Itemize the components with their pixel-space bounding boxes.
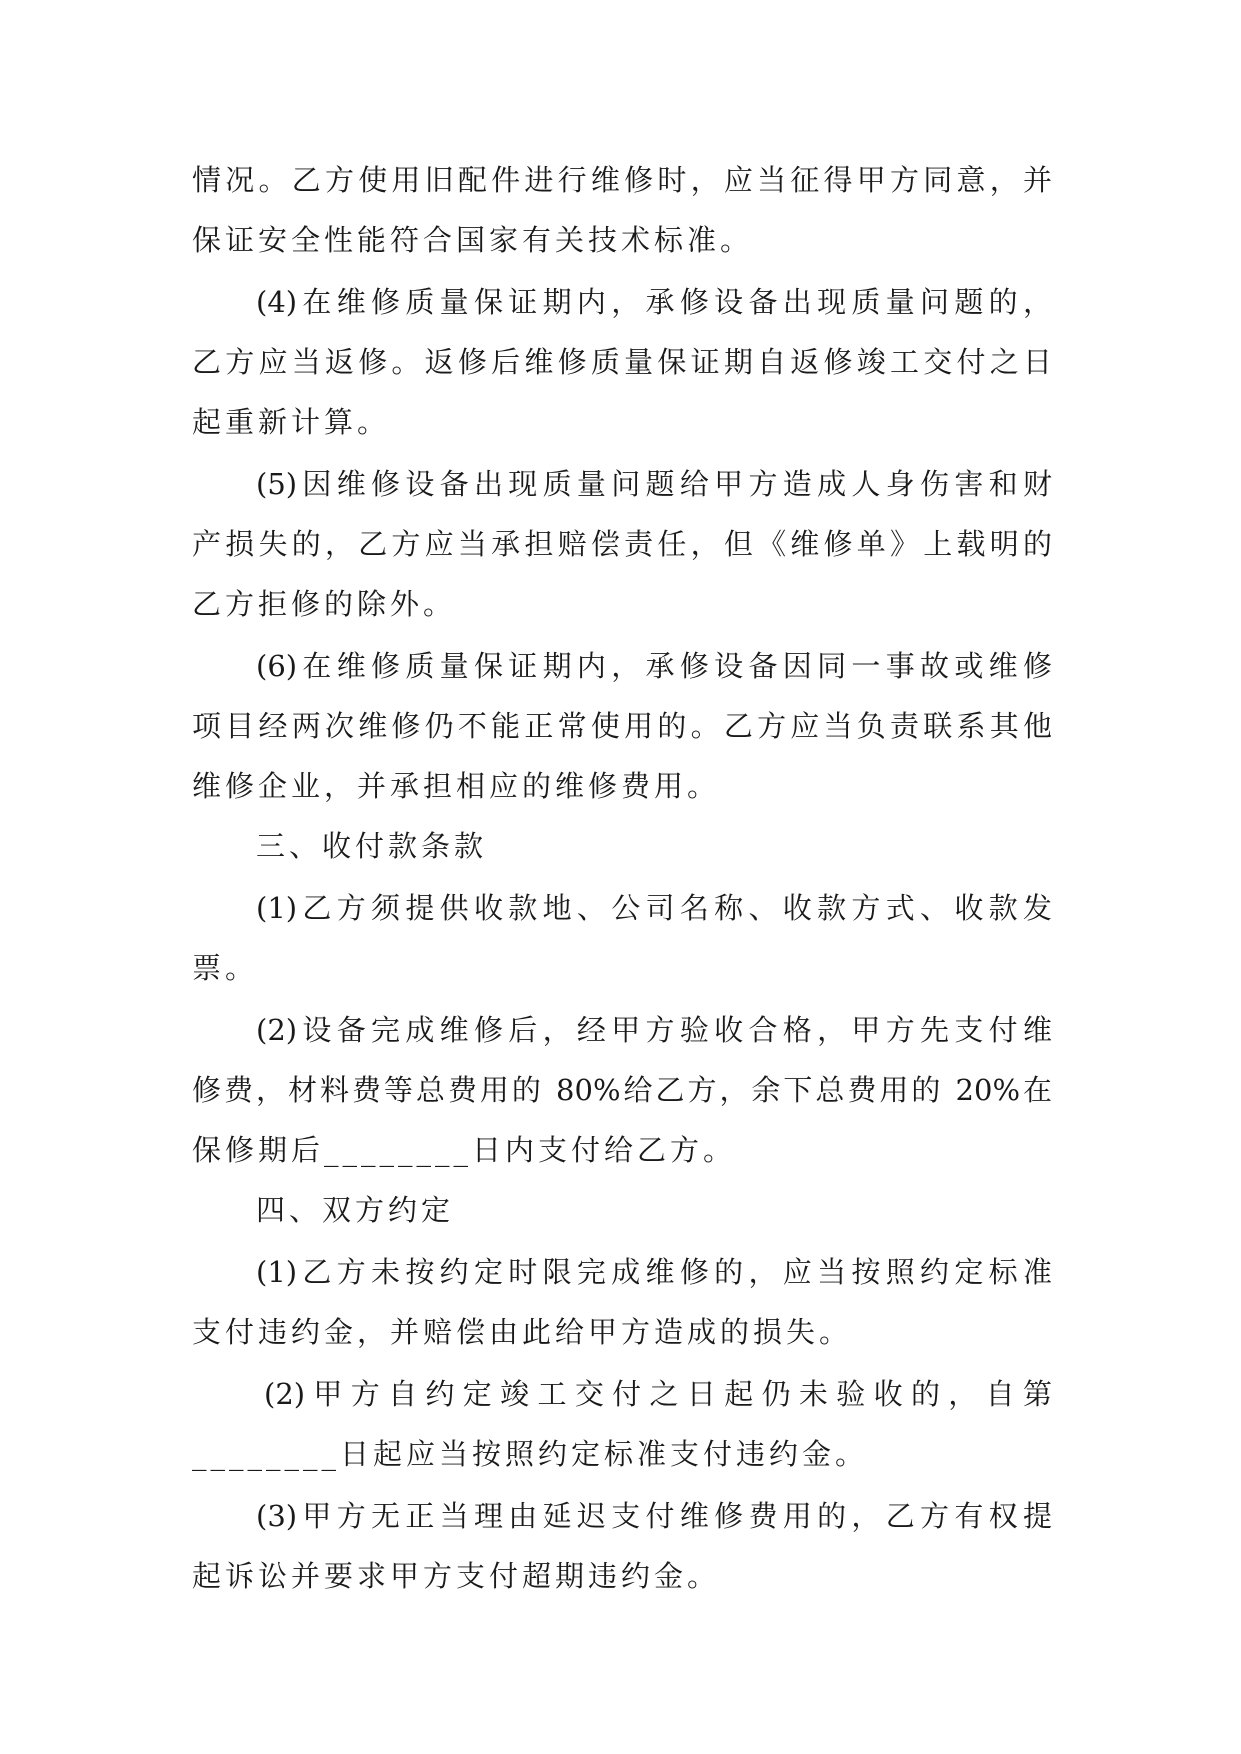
text-line: 乙方应当返修。返修后维修质量保证期自返修竣工交付之日 (192, 345, 1052, 379)
text-line: 乙方拒修的除外。 (192, 587, 457, 621)
text-line: 情况。乙方使用旧配件进行维修时，应当征得甲方同意，并 (192, 163, 1052, 197)
text-line: ________日起应当按照约定标准支付违约金。 (192, 1437, 869, 1471)
text-line: 票。 (192, 951, 259, 985)
text-line: (4)在维修质量保证期内，承修设备出现质量问题的， (256, 285, 1052, 319)
section-heading: 三、收付款条款 (256, 829, 488, 863)
text-line: 修费，材料费等总费用的 80%给乙方，余下总费用的 20%在 (192, 1073, 1052, 1107)
text-line: 起重新计算。 (192, 405, 391, 439)
text-line: (2)设备完成维修后，经甲方验收合格，甲方先支付维 (256, 1013, 1052, 1047)
text-line: (1)乙方须提供收款地、公司名称、收款方式、收款发 (256, 891, 1052, 925)
text-line: 起诉讼并要求甲方支付超期违约金。 (192, 1559, 721, 1593)
text-line: 支付违约金，并赔偿由此给甲方造成的损失。 (192, 1315, 853, 1349)
text-line: (5)因维修设备出现质量问题给甲方造成人身伤害和财 (256, 467, 1052, 501)
text-line: 保修期后________日内支付给乙方。 (192, 1133, 737, 1167)
text-line: 维修企业，并承担相应的维修费用。 (192, 769, 721, 803)
text-line: (1)乙方未按约定时限完成维修的，应当按照约定标准 (256, 1255, 1052, 1289)
text-line: (6)在维修质量保证期内，承修设备因同一事故或维修 (256, 649, 1052, 683)
text-line: 产损失的，乙方应当承担赔偿责任，但《维修单》上载明的 (192, 527, 1052, 561)
section-heading: 四、双方约定 (256, 1193, 455, 1227)
text-line: 项目经两次维修仍不能正常使用的。乙方应当负责联系其他 (192, 709, 1052, 743)
text-line: (3)甲方无正当理由延迟支付维修费用的，乙方有权提 (256, 1499, 1052, 1533)
text-line: 保证安全性能符合国家有关技术标准。 (192, 223, 754, 257)
text-line: (2)甲方自约定竣工交付之日起仍未验收的，自第 (264, 1377, 1052, 1411)
